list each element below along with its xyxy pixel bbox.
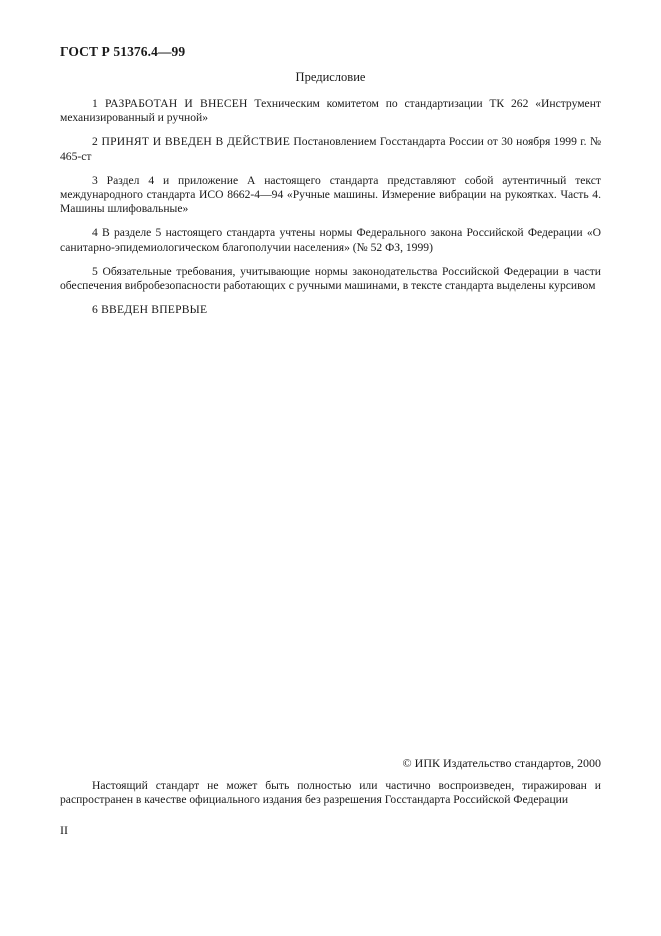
copyright-line: © ИПК Издательство стандартов, 2000 <box>402 756 601 770</box>
document-code: ГОСТ Р 51376.4—99 <box>60 44 186 59</box>
preface-item-lead: 6 ВВЕДЕН ВПЕРВЫЕ <box>92 303 208 317</box>
preface-item-5 <box>60 265 601 293</box>
preface-item-2 <box>60 135 601 163</box>
page-number: II <box>60 823 68 837</box>
preface-item-text: Постановлением Госстандарта России от 30 ноября 1999 г. № 465-ст <box>60 135 601 163</box>
preface-title: Предисловие <box>295 70 366 84</box>
preface-item-4 <box>60 226 601 254</box>
preface-item-text: Техническим комитетом по стандартизации ТК 262 «Инструмент механизированный и ручной» <box>60 97 601 125</box>
reproduction-notice: Настоящий стандарт не может быть полностью или частично воспроизведен, тиражирован и распространен в качестве официального издания без разрешения Госстандарта Российской Федерации <box>60 779 601 807</box>
preface-item-3 <box>60 174 601 217</box>
preface-item-text: 4 В разделе 5 настоящего стандарта учтены нормы Федерального закона Российской Федерации «О санитарно-эпидемиологическом благополучии населения» (№ 52 ФЗ, 1999) <box>60 226 601 254</box>
preface-item-lead: 1 РАЗРАБОТАН И ВНЕСЕН <box>92 97 248 110</box>
preface-item-lead: 2 ПРИНЯТ И ВВЕДЕН В ДЕЙСТВИЕ <box>92 135 290 149</box>
preface-item-text: 3 Раздел 4 и приложение А настоящего стандарта представляют собой аутентичный текст международного стандарта ИСО 8662-4—94 «Ручные машины. Измерение вибрации на рукоятках. Часть 4. Машины шлифовальные» <box>60 173 601 216</box>
preface-items <box>60 97 601 327</box>
preface-item-6 <box>60 303 601 317</box>
preface-item-1 <box>60 97 601 125</box>
preface-item-text: 5 Обязательные требования, учитывающие нормы законодательства Российской Федерации в части обеспечения вибробезопасности работающих с ручными машинами, в тексте стандарта выделены курсивом <box>60 264 601 293</box>
